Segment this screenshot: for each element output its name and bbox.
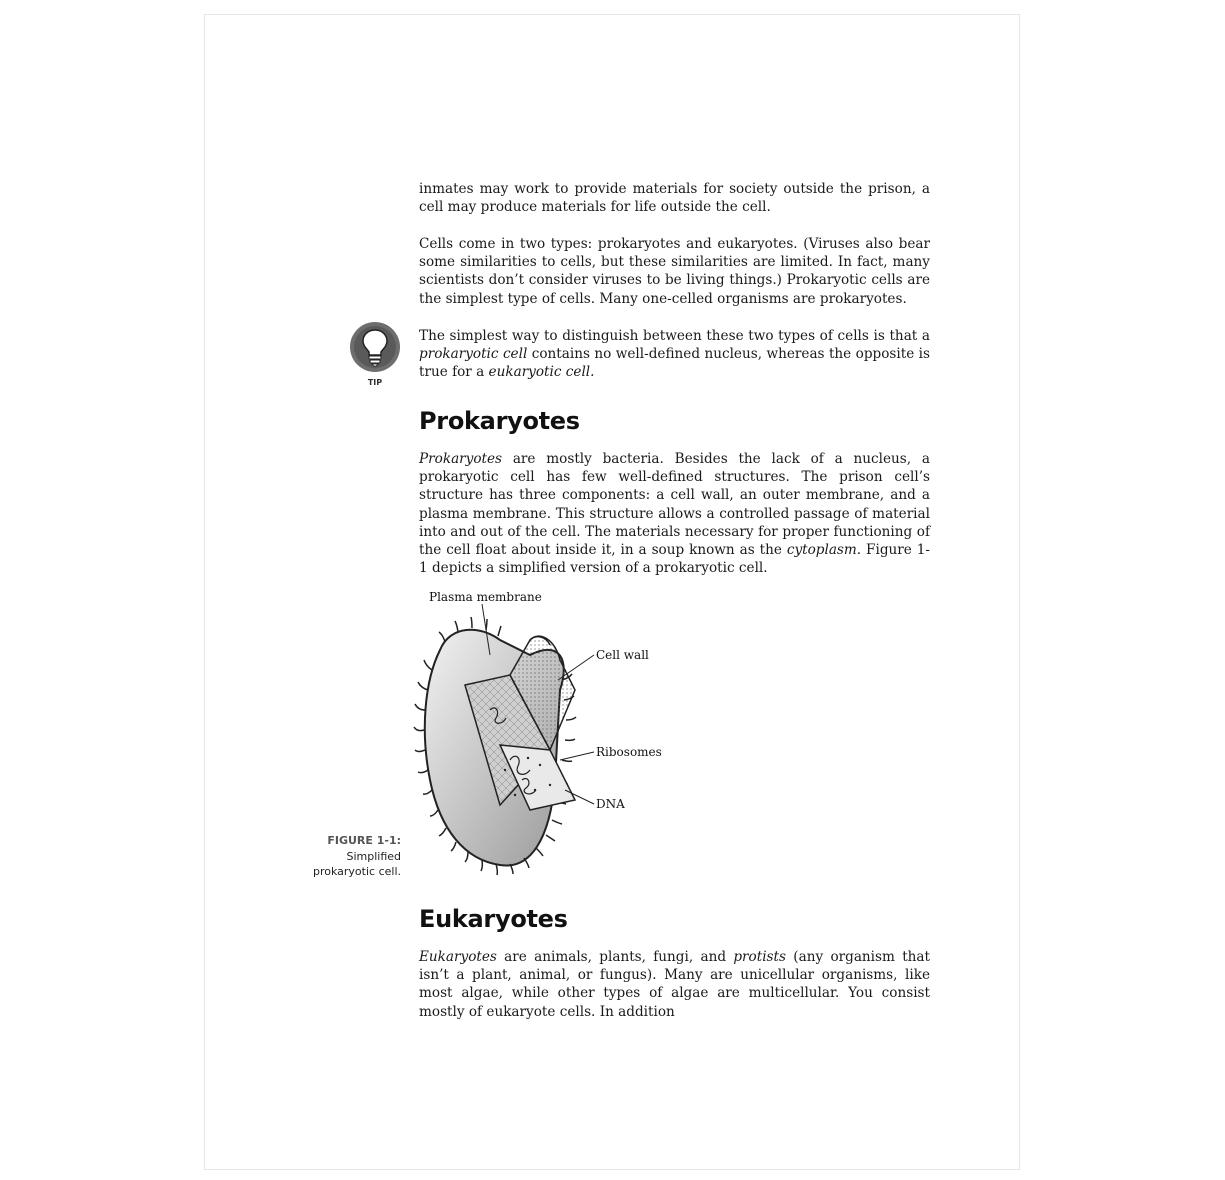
paragraph-cell-types: Cells come in two types: prokaryotes and eukaryotes. (Viruses also bear some similarities to cells, but these similarities are limited. In fact, many scientists don’t consider viruses to be living things.) Prokaryotic cells are the simplest type of cells. Many one-celled organisms are prokaryotes. (419, 236, 930, 307)
figure-number: FIGURE 1-1: (327, 834, 401, 847)
lightbulb-icon (349, 321, 401, 373)
tip-term-eukaryotic: eukaryotic cell. (488, 364, 595, 381)
tip-label: TIP (367, 378, 383, 387)
eukaryotes-text-a: are animals, plants, fungi, and (496, 949, 734, 965)
prokaryotic-cell-illustration (410, 580, 680, 880)
prokaryotes-text-a: are mostly bacteria. Besides the lack of a nucleus, a prokaryotic cell has few well-defined structures. The prison cell’s structure has three components: a cell wall, an outer membrane, and a plasma membrane. This structure allows a controlled passage of material into and out of the cell. The materials necessary for proper functioning of the cell float about inside it, in a soup known as the (419, 451, 930, 559)
tip-text-a: The simplest way to distinguish between these two types of cells is that a (419, 328, 930, 344)
figure-caption-text: Simplified prokaryotic cell. (312, 849, 401, 878)
tip-text-b: contains no well-defined nucleus, whereas the opposite is true for a (419, 346, 931, 381)
heading-eukaryotes: Eukaryotes (419, 905, 568, 933)
paragraph-eukaryotes (419, 948, 930, 1021)
figure-caption (290, 833, 401, 880)
tip-term-prokaryotic: prokaryotic cell (419, 346, 528, 363)
term-protists: protists (733, 949, 786, 965)
label-dna: DNA (596, 797, 625, 811)
term-cytoplasm: cytoplasm. (786, 542, 862, 559)
heading-prokaryotes: Prokaryotes (419, 407, 580, 435)
tip-paragraph (419, 327, 930, 382)
label-ribosomes: Ribosomes (596, 745, 662, 759)
eukaryotes-text-b: (any organism that isn’t a plant, animal, or fungus). Many are unicellular organisms, like most algae, while other types of algae are multicellular. You consist mostly of eukaryote cells. In addition (419, 949, 930, 1020)
paragraph-intro: inmates may work to provide materials for society outside the prison, a cell may produce materials for life outside the cell. (419, 181, 930, 216)
term-prokaryotes: Prokaryotes (419, 451, 503, 467)
label-plasma-membrane: Plasma membrane (429, 590, 542, 604)
label-cell-wall: Cell wall (596, 648, 649, 662)
paragraph-prokaryotes (419, 450, 930, 577)
term-eukaryotes: Eukaryotes (419, 949, 497, 965)
prokaryotes-text-b: Figure 1-1 depicts a simplified version of a prokaryotic cell. (419, 542, 930, 577)
